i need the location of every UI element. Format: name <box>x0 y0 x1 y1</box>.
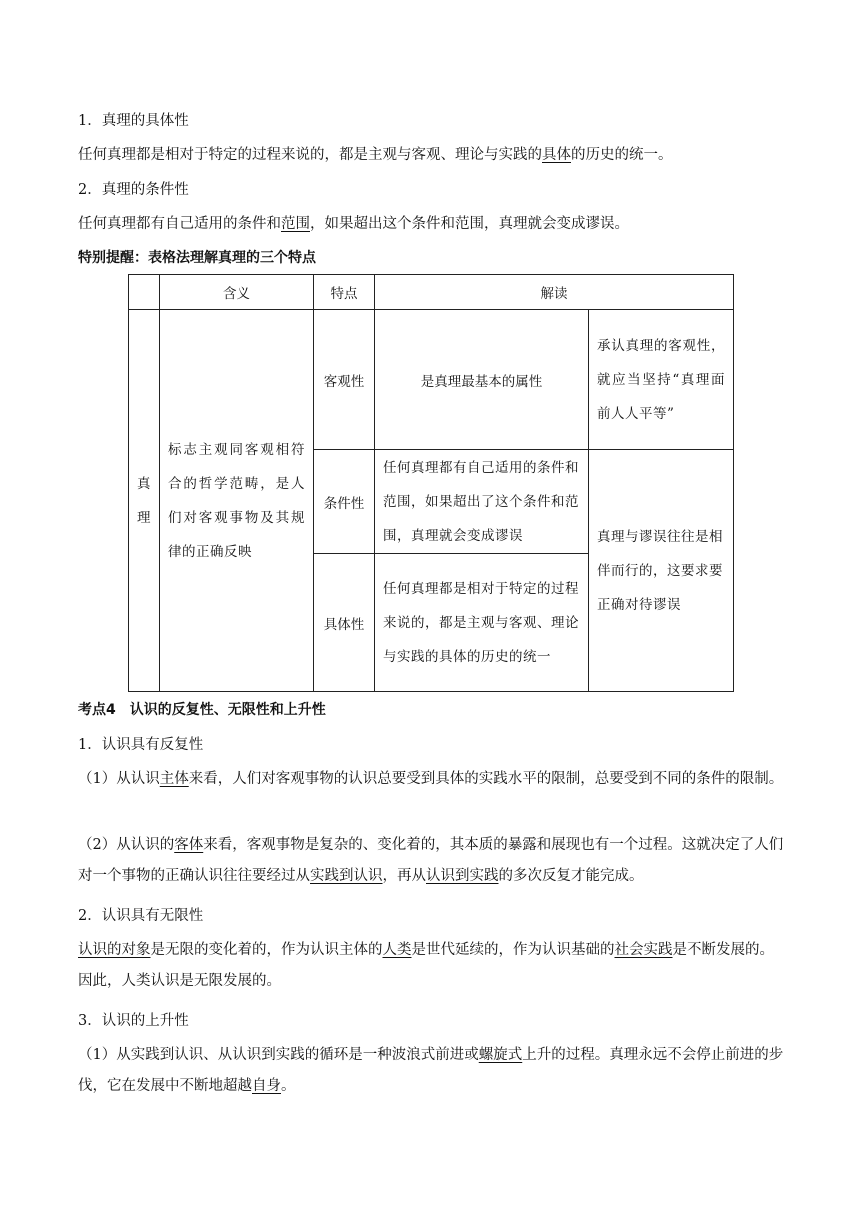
text-run: 的多次反复才能完成。 <box>498 868 644 884</box>
text-run: 来看，客观事物是复杂的、变化着的，其本质的暴露和展现也有一个过程。这就决定了人们对一个事物的正确认识往往要经过从 <box>78 837 784 884</box>
row-label-truth: 真理 <box>129 310 160 692</box>
text-run: （2）从认识的 <box>78 837 175 853</box>
paragraph-conditionality <box>78 214 784 234</box>
paragraph-object <box>78 830 784 892</box>
feature-concreteness: 具体性 <box>314 554 375 692</box>
underlined-term: 范围 <box>281 216 310 232</box>
underlined-term: 实践到认识 <box>310 868 383 884</box>
section-heading-concreteness: 1．真理的具体性 <box>78 113 189 129</box>
conditionality-concreteness-note: 真理与谬误往往是相伴而行的，这要求要正确对待谬误 <box>589 450 734 692</box>
underlined-term: 螺旋式 <box>478 1047 523 1063</box>
text-run: 是不断发展的。因此，人类认识是无限发展的。 <box>78 942 774 989</box>
paragraph-ascent <box>78 1040 784 1102</box>
text-run: 的历史的统一。 <box>571 147 673 163</box>
paragraph-infinity <box>78 935 784 997</box>
paragraph-subject <box>78 764 784 795</box>
underlined-term: 主体 <box>159 771 189 787</box>
feature-objectivity: 客观性 <box>314 310 375 450</box>
text-run: 上升的过程。真理永远不会停止前进的步伐，它在发展中不断地超越 <box>78 1047 784 1094</box>
feature-conditionality: 条件性 <box>314 450 375 554</box>
heading-repetitiveness: 1．认识具有反复性 <box>78 737 204 753</box>
text-run: ，再从 <box>382 868 426 884</box>
underlined-term: 具体 <box>542 147 571 163</box>
underlined-term: 认识到实践 <box>426 868 499 884</box>
objectivity-interpretation: 是真理最基本的属性 <box>375 310 589 450</box>
underlined-term: 客体 <box>174 837 204 853</box>
text-run: 是无限的变化着的，作为认识主体的 <box>150 942 383 958</box>
objectivity-note: 承认真理的客观性，就应当坚持“真理面前人人平等” <box>589 310 734 450</box>
section-heading-conditionality: 2．真理的条件性 <box>78 182 189 198</box>
conditionality-interpretation: 任何真理都有自己适用的条件和范围，如果超出了这个条件和范围，真理就会变成谬误 <box>375 450 589 554</box>
text-run: 任何真理都是相对于特定的过程来说的，都是主观与客观、理论与实践的 <box>78 147 542 163</box>
table-row <box>129 310 734 450</box>
underlined-term: 社会实践 <box>614 942 673 958</box>
text-run: 。 <box>281 1078 296 1094</box>
header-meaning: 含义 <box>160 275 314 310</box>
text-run: （1）从认识 <box>78 771 160 787</box>
underlined-term: 人类 <box>382 942 412 958</box>
table-header-row <box>129 275 734 310</box>
underlined-term: 认识的对象 <box>78 942 151 958</box>
concreteness-interpretation: 任何真理都是相对于特定的过程来说的，都是主观与客观、理论与实践的具体的历史的统一 <box>375 554 589 692</box>
tip-heading: 特别提醒：表格法理解真理的三个特点 <box>78 250 316 266</box>
header-blank-cell <box>129 275 160 310</box>
header-feature: 特点 <box>314 275 375 310</box>
truth-meaning-cell: 标志主观同客观相符合的哲学范畴，是人们对客观事物及其规律的正确反映 <box>160 310 314 692</box>
underlined-term: 自身 <box>252 1078 281 1094</box>
truth-features-table <box>128 274 734 692</box>
text-run: 来看，人们对客观事物的认识总要受到具体的实践水平的限制，总要受到不同的条件的限制。 <box>188 771 784 787</box>
header-interpretation: 解读 <box>375 275 734 310</box>
text-run: ，如果超出这个条件和范围，真理就会变成谬误。 <box>310 216 629 232</box>
exam-point-4-title: 考点4 认识的反复性、无限性和上升性 <box>78 702 326 718</box>
paragraph-concreteness <box>78 145 784 165</box>
text-run: 是世代延续的，作为认识基础的 <box>411 942 615 958</box>
text-run: （1）从实践到认识、从认识到实践的循环是一种波浪式前进或 <box>78 1047 479 1063</box>
text-run: 任何真理都有自己适用的条件和 <box>78 216 281 232</box>
heading-ascent: 3．认识的上升性 <box>78 1013 189 1029</box>
heading-infinity: 2．认识具有无限性 <box>78 908 204 924</box>
